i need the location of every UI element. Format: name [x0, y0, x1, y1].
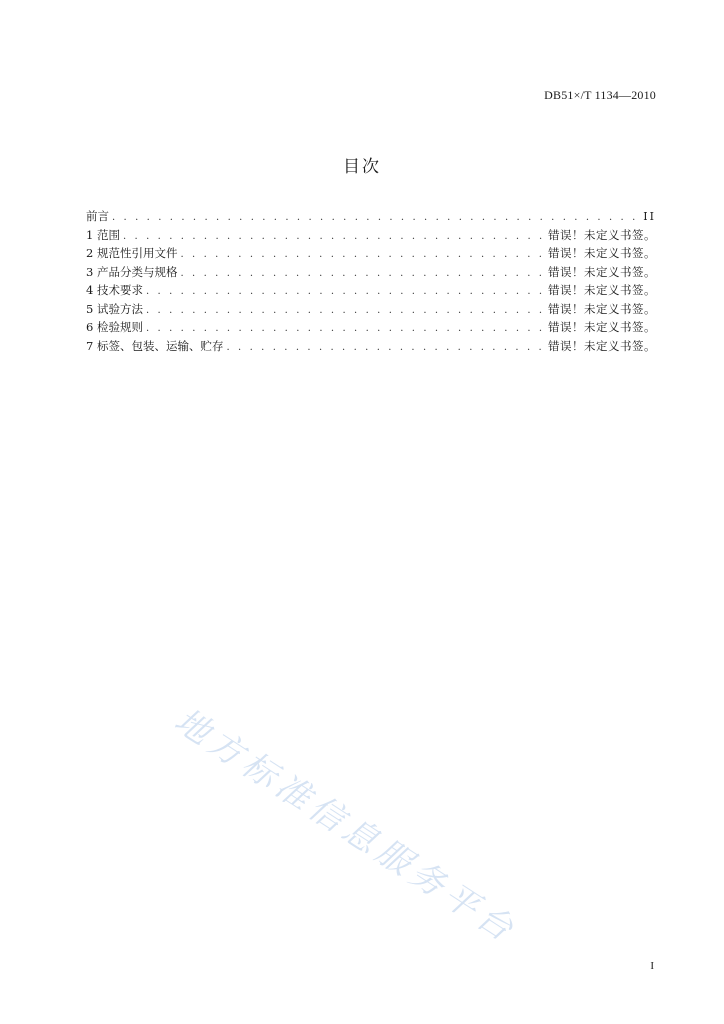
toc-leader-dots	[146, 323, 542, 334]
toc-entry-page: 错误！未定义书签。	[548, 320, 656, 334]
toc-entry-page: 错误！未定义书签。	[548, 246, 656, 260]
toc-entry-classification[interactable]	[86, 264, 656, 283]
toc-entry-technical-requirements[interactable]	[86, 282, 656, 301]
watermark: 地方标准信息服务平台	[167, 700, 525, 953]
toc-entry-label: 7 标签、包装、运输、贮存	[86, 338, 224, 353]
toc-entry-test-methods[interactable]	[86, 301, 656, 320]
toc-entry-page: 错误！未定义书签。	[548, 301, 656, 316]
toc-entry-page: 错误！未定义书签。	[548, 264, 656, 279]
toc-leader-dots	[112, 212, 637, 223]
toc-entry-label: 4 技术要求	[86, 283, 143, 297]
toc-leader-dots	[123, 231, 542, 242]
toc-entry-scope[interactable]	[86, 227, 656, 246]
toc-leader-dots	[180, 249, 542, 260]
table-of-contents	[86, 208, 656, 356]
toc-title: 目次	[343, 157, 381, 177]
toc-entry-page: 错误！未定义书签。	[548, 227, 656, 242]
toc-leader-dots	[146, 305, 542, 316]
toc-entry-inspection-rules[interactable]	[86, 319, 656, 338]
toc-entry-page: 错误！未定义书签。	[548, 338, 656, 353]
toc-leader-dots	[180, 268, 542, 279]
toc-entry-label: 前言	[86, 209, 109, 223]
toc-entry-page: 错误！未定义书签。	[548, 283, 656, 297]
standard-code: DB51×/T 1134—2010	[544, 88, 656, 102]
toc-entry-page: II	[643, 210, 656, 223]
toc-entry-label: 6 检验规则	[86, 320, 143, 334]
toc-entry-label: 3 产品分类与规格	[86, 264, 178, 279]
toc-leader-dots	[226, 342, 542, 353]
toc-entry-label: 5 试验方法	[86, 301, 143, 316]
toc-entry-label: 1 范围	[86, 227, 120, 242]
toc-entry-normative-references[interactable]	[86, 245, 656, 264]
toc-entry-preface[interactable]	[86, 208, 656, 227]
toc-leader-dots	[146, 286, 542, 297]
toc-entry-label: 2 规范性引用文件	[86, 246, 178, 260]
toc-entry-labeling-packaging[interactable]	[86, 338, 656, 357]
page-number: I	[650, 960, 654, 972]
